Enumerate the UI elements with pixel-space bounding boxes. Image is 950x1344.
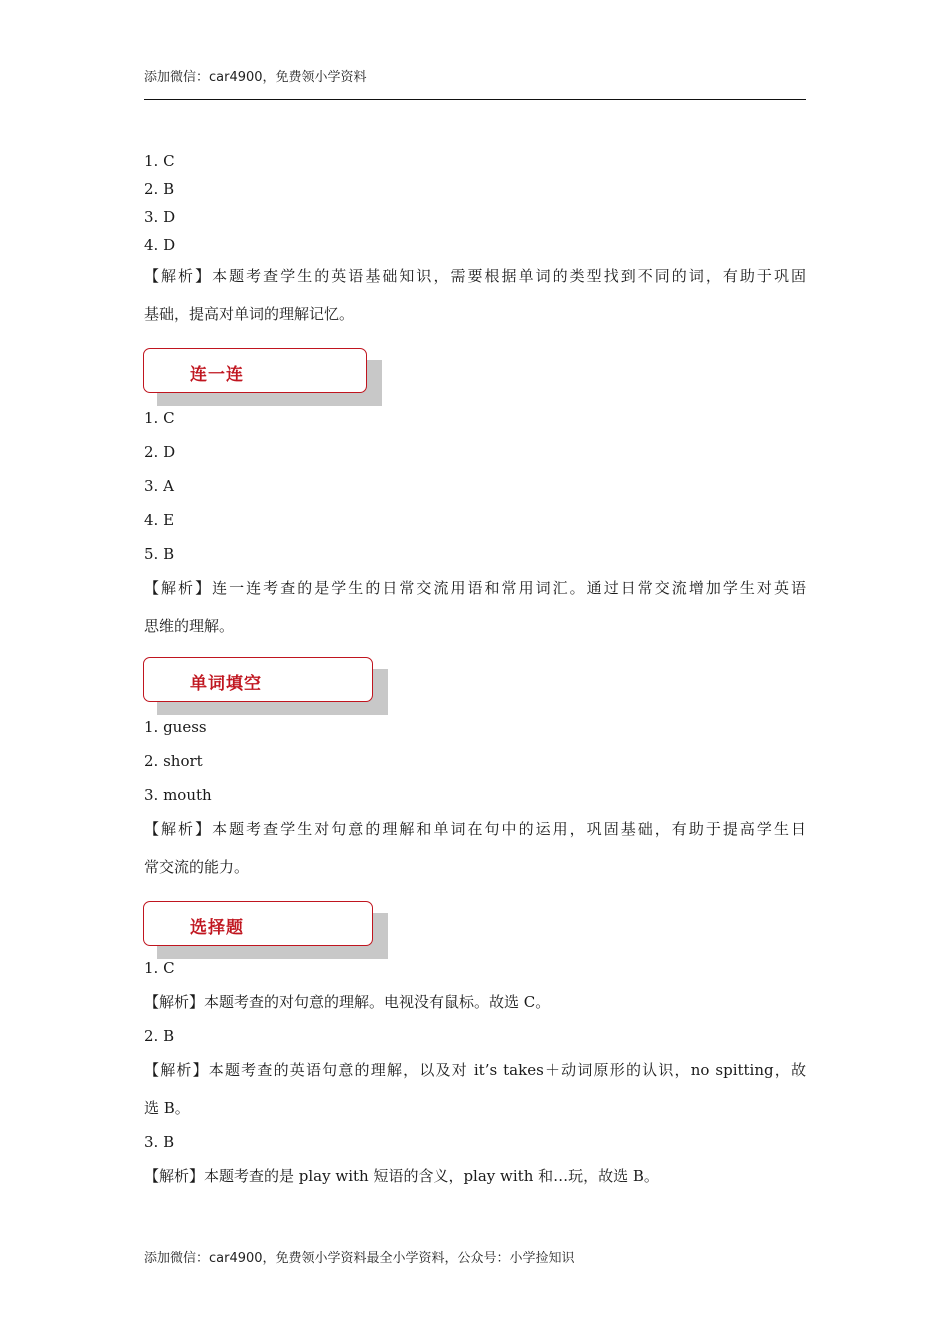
answer-item: 3. B <box>144 1133 175 1151</box>
page-footer: 添加微信：car4900，免费领小学资料最全小学资料，公众号：小学捡知识 <box>144 1251 575 1266</box>
answer-item: 2. D <box>144 443 176 461</box>
heading-title: 连一连 <box>190 365 244 385</box>
answer-item: 3. mouth <box>144 786 212 804</box>
heading-title: 选择题 <box>190 918 244 938</box>
analysis-line: 常交流的能力。 <box>144 858 250 876</box>
answer-item: 4. D <box>144 236 176 254</box>
heading-box <box>143 657 373 702</box>
page-header: 添加微信：car4900，免费领小学资料 <box>144 70 367 85</box>
analysis-line: 基础，提高对单词的理解记忆。 <box>144 305 355 323</box>
answer-item: 3. A <box>144 477 174 495</box>
analysis-line: 【解析】连一连考查的是学生的日常交流用语和常用词汇。通过日常交流增加学生对英语 <box>144 579 806 597</box>
answer-item: 2. short <box>144 752 203 770</box>
heading-box <box>143 901 373 946</box>
analysis-line: 思维的理解。 <box>144 617 235 635</box>
answer-item: 5. B <box>144 545 175 563</box>
analysis-line: 【解析】本题考查的对句意的理解。电视没有鼠标。故选 C。 <box>144 993 551 1011</box>
analysis-line: 【解析】本题考查学生对句意的理解和单词在句中的运用，巩固基础，有助于提高学生日 <box>144 820 806 838</box>
answer-item: 3. D <box>144 208 176 226</box>
analysis-line: 【解析】本题考查学生的英语基础知识，需要根据单词的类型找到不同的词，有助于巩固 <box>144 267 806 285</box>
heading-box <box>143 348 367 393</box>
answer-item: 1. C <box>144 152 175 170</box>
analysis-line: 选 B。 <box>144 1099 190 1117</box>
analysis-line: 【解析】本题考查的是 play with 短语的含义，play with 和…玩，故选 B。 <box>144 1167 659 1185</box>
analysis-line: 【解析】本题考查的英语句意的理解，以及对 it’s takes＋动词原形的认识，no spitting，故 <box>144 1061 806 1079</box>
answer-item: 2. B <box>144 180 175 198</box>
answer-item: 1. guess <box>144 718 207 736</box>
answer-item: 2. B <box>144 1027 175 1045</box>
header-rule <box>144 99 806 100</box>
heading-title: 单词填空 <box>190 674 262 694</box>
answer-item: 1. C <box>144 409 175 427</box>
answer-item: 1. C <box>144 959 175 977</box>
answer-item: 4. E <box>144 511 175 529</box>
